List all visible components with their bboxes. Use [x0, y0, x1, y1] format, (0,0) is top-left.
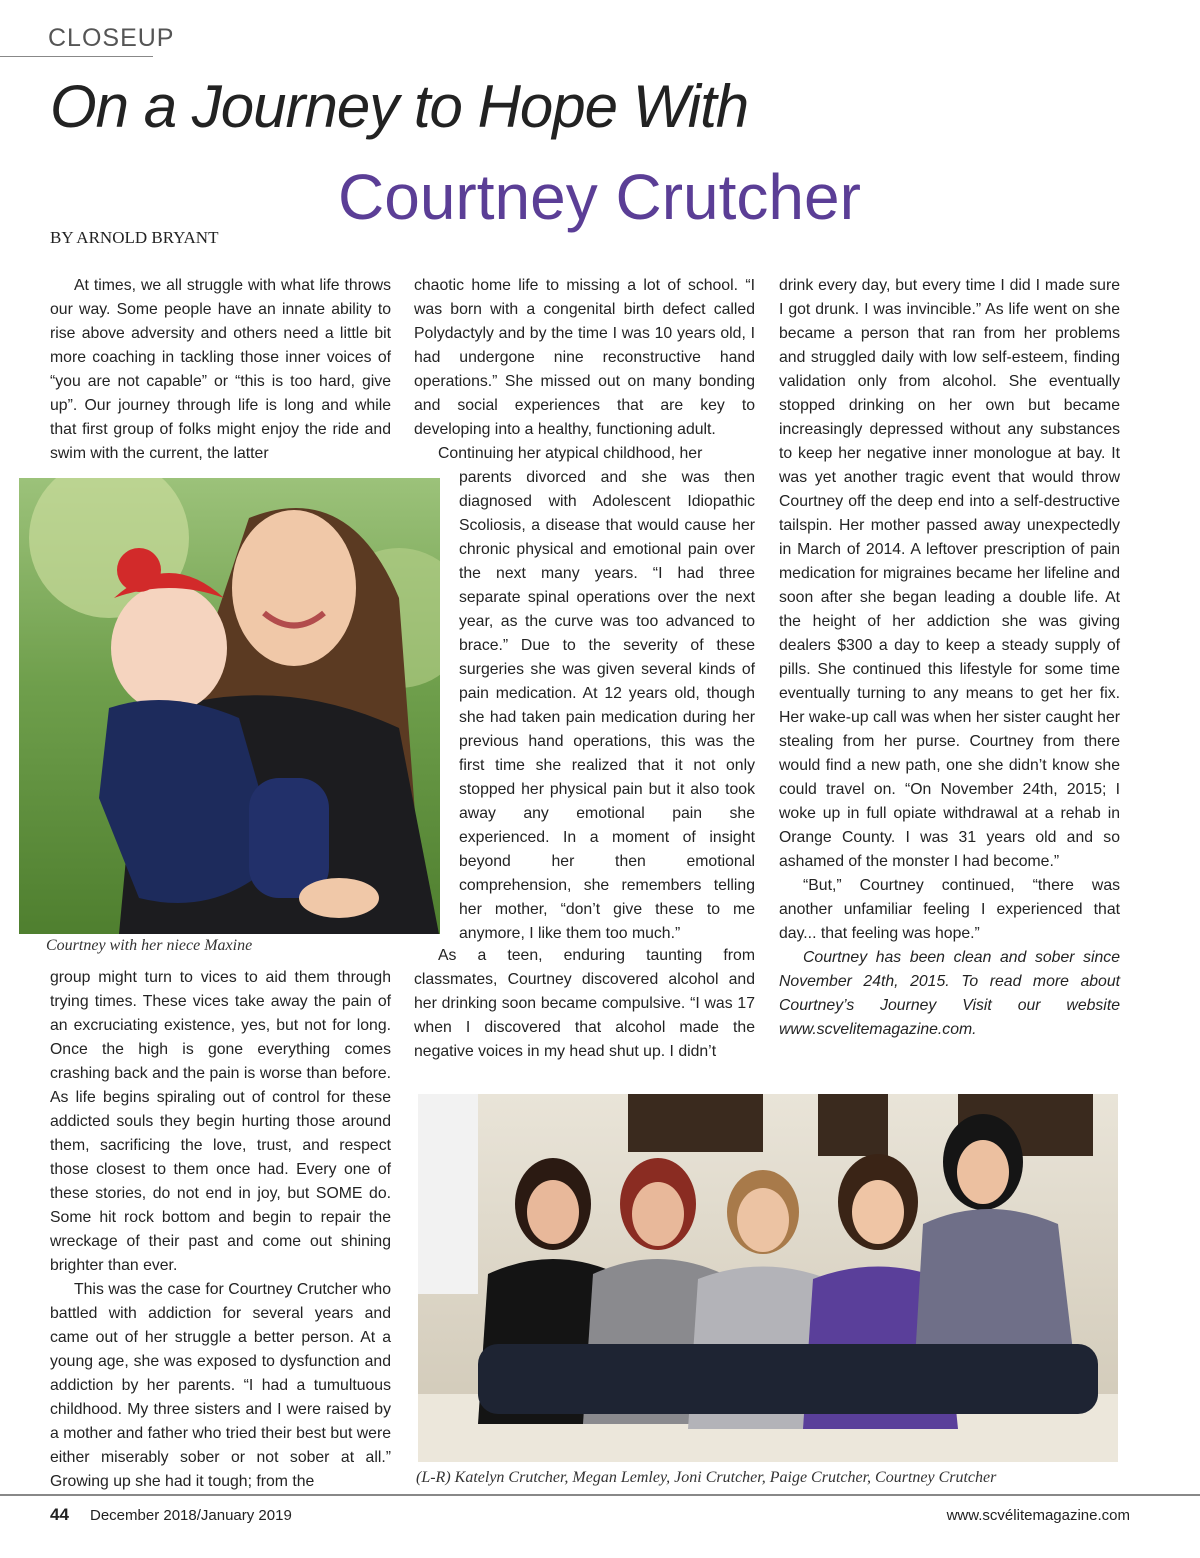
photo-courtney-and-niece	[19, 478, 440, 934]
page-number: 44	[50, 1505, 69, 1524]
paragraph-lead: Continuing her atypical childhood, her	[438, 445, 703, 462]
photo-crutcher-family	[418, 1094, 1118, 1462]
photo-caption: (L-R) Katelyn Crutcher, Megan Lemley, Joni Crutcher, Paige Crutcher, Courtney Crutcher	[416, 1469, 997, 1486]
paragraph: group might turn to vices to aid them through trying times. These vices take away the pain of an excruciating existence, yes, but not for long. Once the high is gone everything comes crashing back and the pain is worse than before. As life begins spiraling out of control for these addicted souls they begin hurting those around them, sacrificing the love, trust, and respect those closest to them once had. Every one of these stories, do not end in joy, but SOME do. Some hit rock bottom and begin to repair the wreckage of their past and come out shining brighter than ever.	[50, 969, 391, 1274]
column-2-bottom	[414, 944, 755, 1064]
paragraph: As a teen, enduring taunting from classmates, Courtney discovered alcohol and her drinking soon became compulsive. “I was 17 when I discovered that alcohol made the negative voices in my head shut up. I didn’t	[414, 947, 755, 1060]
paragraph: At times, we all struggle with what life throws our way. Some people have an innate ability to rise above adversity and others need a little bit more coaching in tackling those inner voices of “you are not capable” or “this is too hard, give up”. Our journey through life is long and while that first group of folks might enjoy the ride and swim with the current, the latter	[50, 277, 391, 462]
paragraph: chaotic home life to missing a lot of school. “I was born with a congenital birth defect called Polydactyly and by the time I was 10 years old, I had undergone nine reconstructive hand operations.” She missed out on many bonding and social experiences that are key to developing into a healthy, functioning adult.	[414, 277, 755, 438]
article-title-line1: On a Journey to Hope With	[50, 73, 749, 140]
column-1-top	[50, 274, 391, 466]
photo-caption: Courtney with her niece Maxine	[46, 937, 253, 954]
column-1-bottom	[50, 966, 391, 1494]
column-3	[779, 274, 1120, 1042]
article-title-line2: Courtney Crutcher	[338, 161, 861, 233]
column-2-wrap	[459, 466, 755, 946]
paragraph: This was the case for Courtney Crutcher who battled with addiction for several years and came out of her struggle a better person. At a young age, she was exposed to dysfunction and addiction by her parents. “I had a tumultuous childhood. My three sisters and I were raised by a mother and father who tried their best but were either miserably sober or not sober at all.” Growing up she had it tough; from the	[50, 1281, 391, 1490]
website-url[interactable]: www.scvélitemagazine.com	[946, 1507, 1130, 1524]
photo-image	[418, 1094, 1118, 1462]
footer-rule	[0, 1494, 1200, 1496]
paragraph: parents divorced and she was then diagnosed with Adolescent Idiopathic Scoliosis, a disease that would cause her chronic physical and emotional pain over the next many years. “I had three separate spinal operations over the next year, as the curve was too advanced to brace.” Due to the severity of these surgeries she was given several kinds of pain medication. At 12 years old, though she had taken pain medication during her previous hand operations, this was the first time she realized that it not only stopped her physical pain but it also took away any emotional pain she experienced. In a moment of insight beyond her then emotional comprehension, she remembers telling her mother, “don’t give these to me anymore, I like them too much.”	[459, 469, 755, 942]
section-rule	[0, 56, 153, 57]
closing-note: Courtney has been clean and sober since November 24th, 2015. To read more about Courtney’s Journey Visit our website www.scvelitemagazine.com.	[779, 949, 1120, 1038]
byline: BY ARNOLD BRYANT	[50, 228, 219, 247]
paragraph: “But,” Courtney continued, “there was another unfamiliar feeling I experienced that day... that feeling was hope.”	[779, 877, 1120, 942]
section-label: CLOSEUP	[48, 24, 175, 52]
paragraph: drink every day, but every time I did I made sure I got drunk. I was invincible.” As life went on she became a person that ran from her problems and struggled daily with low self-esteem, finding validation only from alcohol. She eventually stopped drinking on her own but became increasingly depressed without any substances to keep her negative inner monologue at bay. It was yet another tragic event that would throw Courtney off the deep end into a self-destructive tailspin. Her mother passed away unexpectedly in March of 2014. A leftover prescription of pain medication for migraines became her lifeline and soon after she began leading a double life. At the height of her addiction she was giving dealers $300 a day to keep a steady supply of pills. She continued this lifestyle for some time eventually turning to any means to get her fix. Her wake-up call was when her sister caught her stealing from her purse. Courtney from there would find a new path, one she didn’t know she could travel on. “On November 24th, 2015; I woke up in full opiate withdrawal at a rehab in Orange County. I was 31 years old and so ashamed of the monster I had become.”	[779, 277, 1120, 870]
column-2-top	[414, 274, 755, 466]
issue-date: December 2018/January 2019	[90, 1507, 292, 1524]
photo-image	[19, 478, 440, 934]
